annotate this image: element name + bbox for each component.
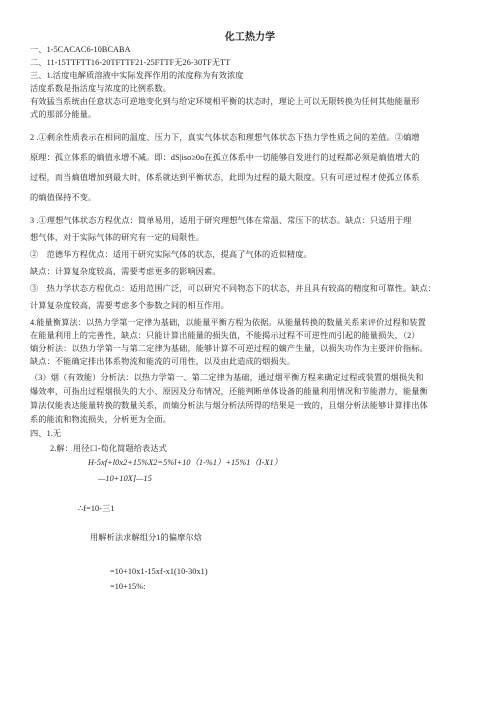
paragraph-2-line3: 过程，而当熵值增加到最大时，体系就达到平衡状态，此即为过程的最大限度。只有可逆过程才使孤立体系 <box>30 173 420 182</box>
paragraph-3-line1: 3 .①理想气体状态方程优点：简单易用，适用于研究理想气体在常温、常压下的状态。缺点：只适用于理 <box>30 216 412 225</box>
definition-exergy-line1: 有效猛当系统由任意状态可逆地变化到与给定环境相平衡的状态时，理论上可以无限转换为任何其他能量形 <box>30 97 420 106</box>
equation-line3: ∴f=10-三1 <box>78 504 115 513</box>
paragraph-2-line2: 原理：孤立体系的熵值永增不减。即：dS|iso≥0o在孤立体系中一切能够自发进行的过程都必须是熵值增大的 <box>30 153 420 162</box>
paragraph-3-line3: ② 范德华方程优点：适用于研究实际气体的状态，提高了气体的近似精度。 <box>30 250 312 259</box>
equation-line5: =10+10x1-15xf-x1(10-30x1) <box>110 567 208 576</box>
definition-exergy-line2: 式的那部分能量。 <box>30 110 97 119</box>
paragraph-4-line2: 在能量利用上的完善性，缺点：只能计算出能量的损失值，不能揭示过程不可逆性而引起的能量损失，（2） <box>30 331 420 340</box>
equation-line6: =10+15%: <box>110 582 146 591</box>
paragraph-4-line3: 熵分析法：以热力学第一与第二定律为基础，能够计算不可逆过程的嫡产生量，以损失功作为主要评价指标。 <box>30 344 428 353</box>
solution-heading: 2.解：用径口-荀化简题给表达式 <box>50 444 167 453</box>
definition-activity-coefficient: 活度系数是指活度与浓度的比例系数。 <box>30 84 171 93</box>
equation-line2: —10+10X]—15 <box>98 474 152 483</box>
page-title: 化工热力学 <box>224 32 276 43</box>
paragraph-4-line8: 系的能流和物流损失，分析更为全面。 <box>30 415 171 424</box>
answer-section-1: 一、1-5CACAC6-10BCABA <box>30 45 131 54</box>
definition-activity: 三、1.活度电解质溶液中实际发挥作用的浓度称为有效浓度 <box>30 71 244 80</box>
paragraph-3-line4: 缺点：计算复杂度较高，需要考虑更多的影响因素。 <box>30 267 221 276</box>
paragraph-4-line6: 爆效率，可指出过程烟损失的大小、原因及分布情况，还能判断单体设备的能量利用情况和节能潜力，能量衡 <box>30 387 428 396</box>
equation-line1: H-5xf+l0x2+15%X2=5%l+10（1-%1）+15%1（I-X1） <box>88 458 282 467</box>
paragraph-4-line1: 4.能量衡算法：以热力学第一定律为基础，以能量平衡方程为依据。从能量转换的数量关系来评价过程和装置 <box>30 318 426 327</box>
paragraph-3-line6: 计算复杂度较高，需要考虑多个参数之间的相互作用。 <box>30 301 229 310</box>
paragraph-2-line4: 的熵值保持不变。 <box>30 193 97 202</box>
section-4-heading: 四、1.无 <box>30 429 62 438</box>
paragraph-4-line4: 缺点：不能确定排出体系物流和能流的可用性，以及由此造成的烟损失。 <box>30 357 296 366</box>
paragraph-4-line5: （3）烟（有效能）分析法：以热力学第一、第二定律为基础，通过烟平衡方程来确定过程或装置的烟损失和 <box>30 373 424 382</box>
paragraph-4-line7: 算法仅能表达能量转换的数量关系，而熵分析法与烟分析法所得的结果是一致的，且烟分析法能够计算排出体 <box>30 401 428 410</box>
paragraph-3-line5: ③ 热力学状态方程优点：适用范围广泛，可以研究不同物态下的状态，并且具有较高的精度和可靠性。缺点： <box>30 284 437 293</box>
answer-section-2: 二、11-15TTFTT16-20TFTTF21-25FTTF无26-30TF无TT <box>30 58 231 67</box>
paragraph-3-line2: 想气体，对于实际气体的研究有一定的局限性。 <box>30 233 205 242</box>
equation-line4: 用解析法求解组分1的偏摩尔焓 <box>90 533 202 542</box>
paragraph-2-line1: 2 .①剩余性质表示在相同的温度、压力下，真实气体状态和理想气体状态下热力学性质之间的差值。②熵增 <box>30 133 420 142</box>
